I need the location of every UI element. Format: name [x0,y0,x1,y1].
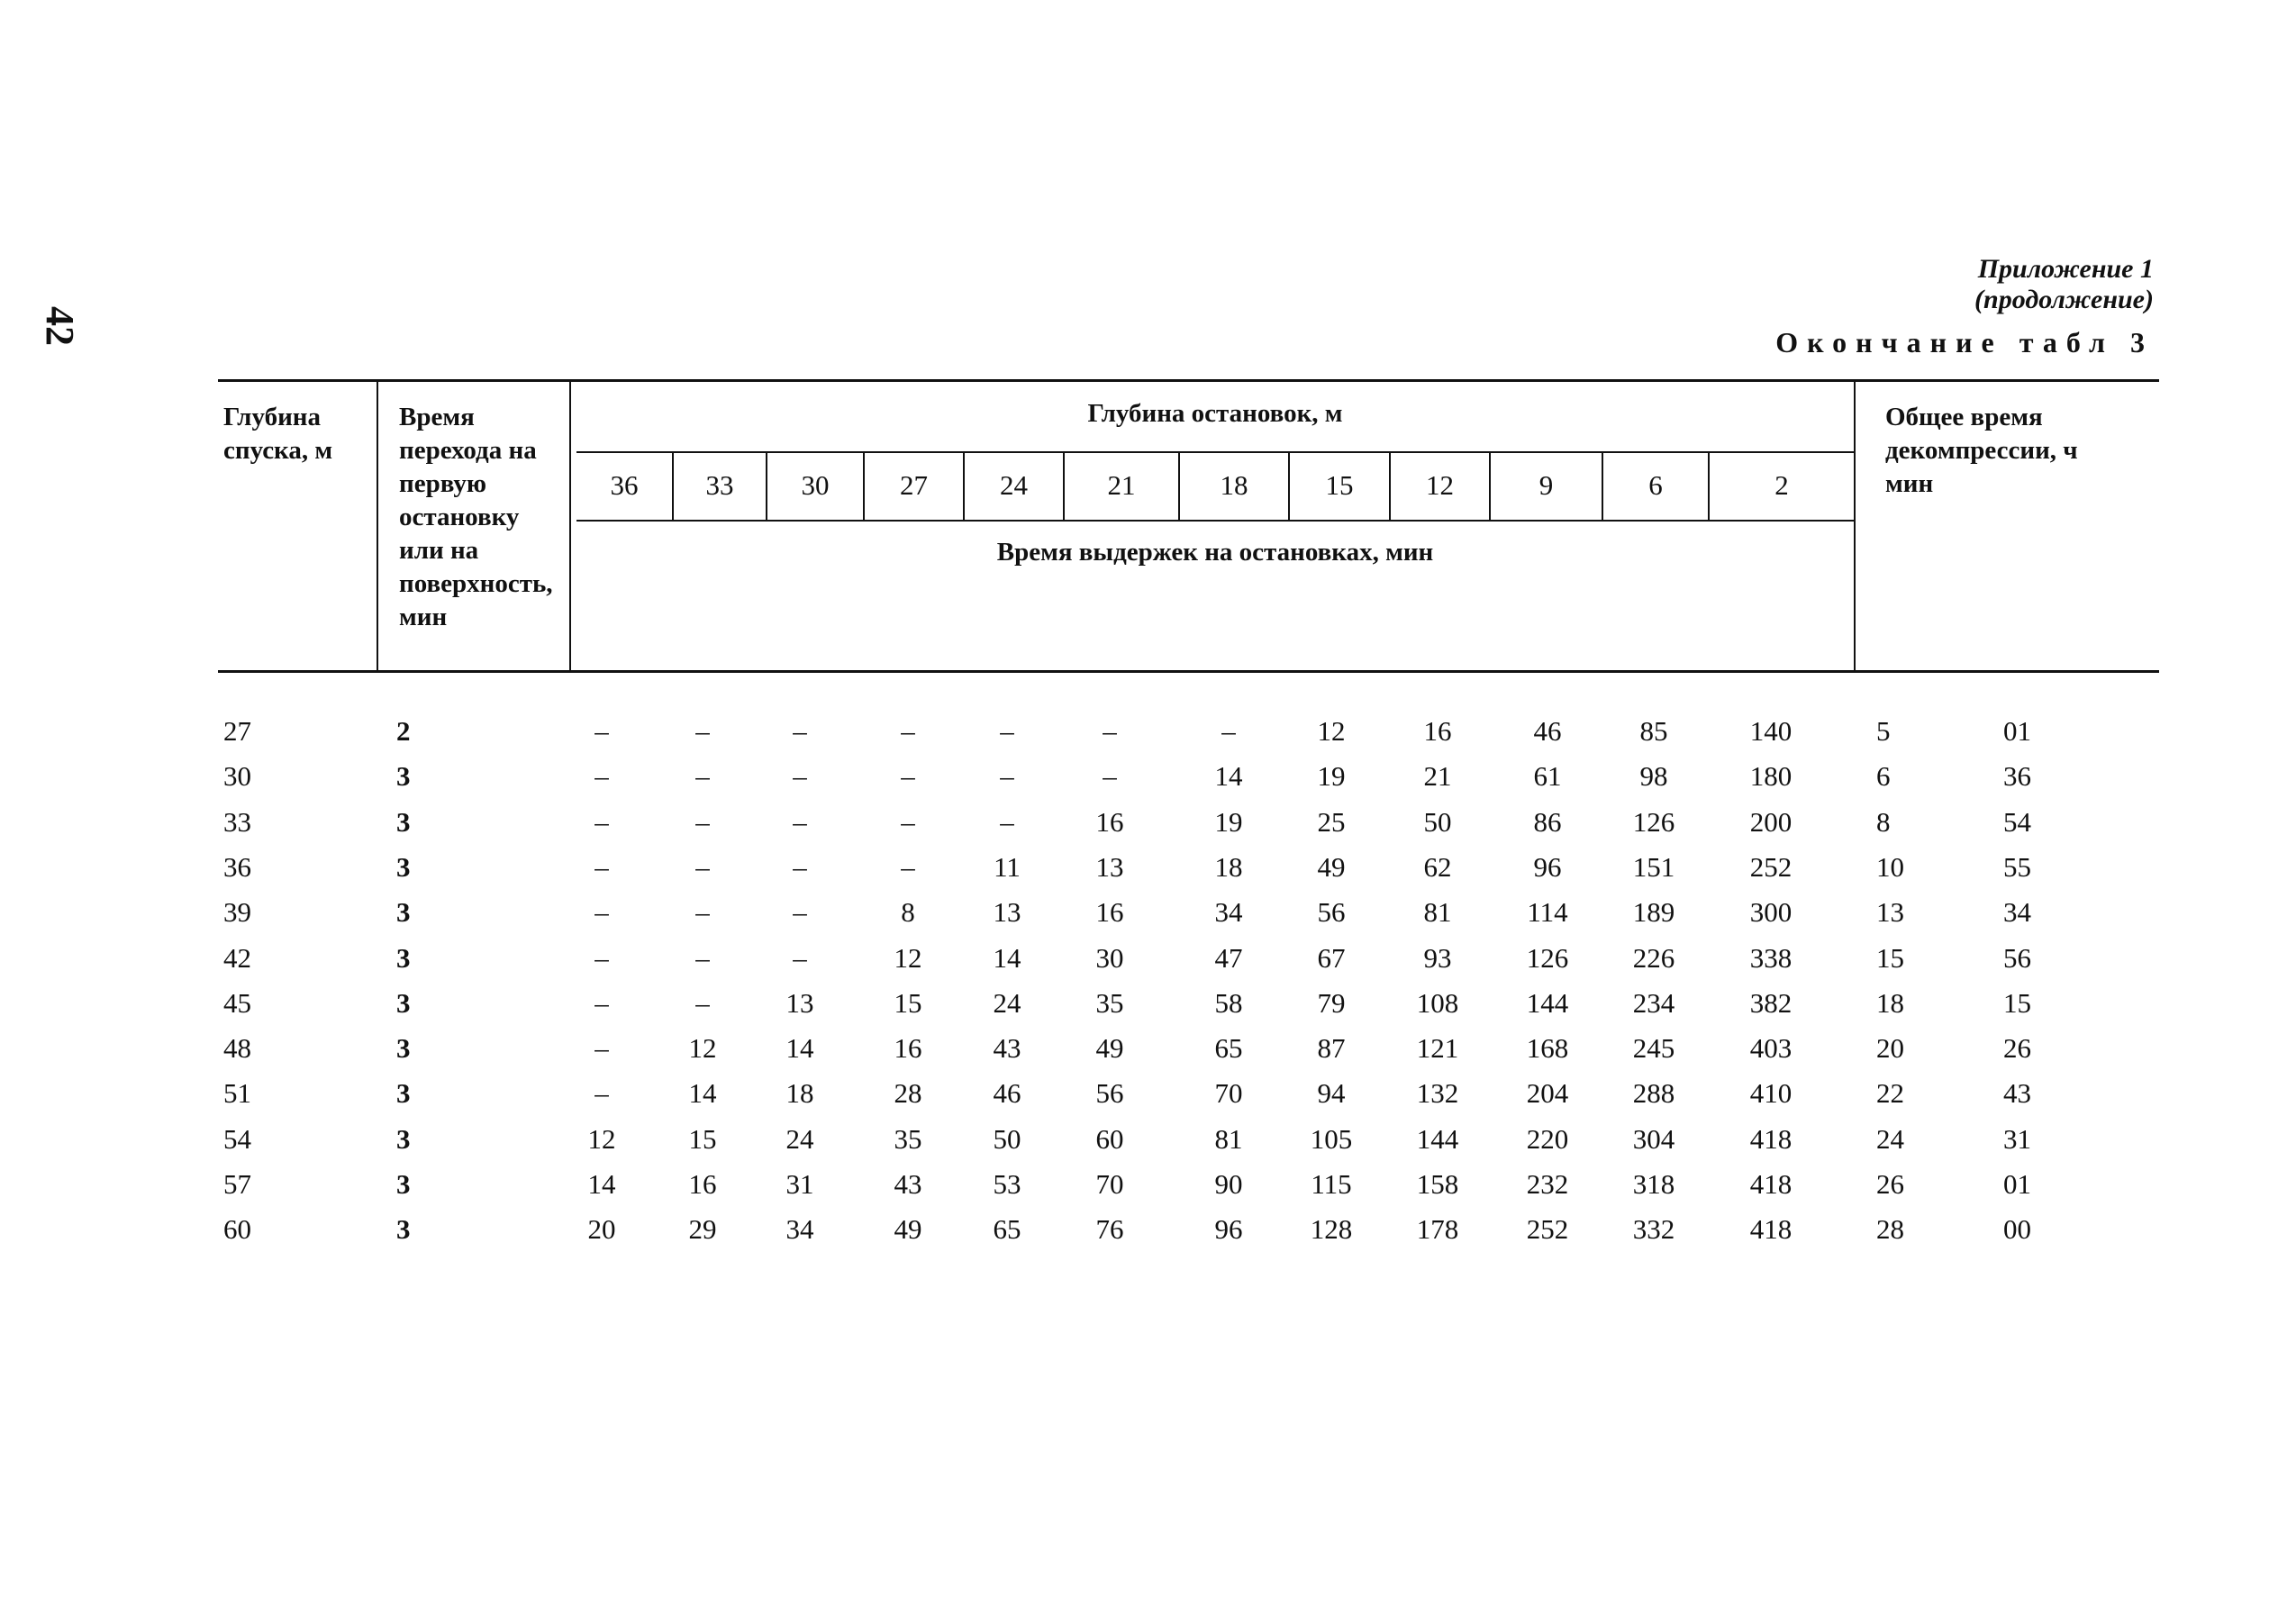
stop-hold-time: – [695,760,710,793]
transit-time: 2 [396,715,411,747]
stop-hold-time: – [594,805,609,838]
stop-hold-time: 29 [688,1213,717,1246]
stop-hold-time: 56 [1317,896,1346,929]
stop-hold-time: – [1103,715,1117,747]
stop-hold-time: – [695,986,710,1019]
stop-hold-time: 126 [1526,941,1569,974]
transit-time: 3 [396,805,411,838]
page-number: 42 [38,306,82,346]
header-stop-depths: Глубина остановок, м [1087,399,1343,428]
stop-hold-time: 65 [993,1213,1021,1246]
stop-hold-time: 43 [894,1168,922,1200]
stop-hold-time: 13 [785,986,814,1019]
transit-time: 3 [396,986,411,1019]
stop-hold-time: – [793,896,807,929]
stop-hold-time: 81 [1423,896,1452,929]
stop-hold-time: 67 [1317,941,1346,974]
stop-hold-time: 49 [894,1213,922,1246]
stop-hold-time: 90 [1214,1168,1243,1200]
stop-hold-time: 132 [1416,1077,1459,1110]
total-minutes: 26 [2003,1032,2031,1065]
stop-hold-time: 382 [1749,986,1793,1019]
col-divider-transit [569,379,571,672]
total-hours: 28 [1876,1213,1904,1246]
transit-time: 3 [396,760,411,793]
stop-hold-time: 418 [1749,1213,1793,1246]
stop-hold-time: 86 [1533,805,1562,838]
stop-hold-time: – [594,941,609,974]
stop-hold-time: 87 [1317,1032,1346,1065]
stop-depth-label: 33 [705,469,734,501]
stop-hold-time: 46 [993,1077,1021,1110]
stop-hold-time: 46 [1533,715,1562,747]
descent-depth: 45 [223,986,251,1019]
stop-hold-time: 70 [1095,1168,1124,1200]
total-hours: 26 [1876,1168,1904,1200]
stop-hold-time: – [1103,760,1117,793]
stop-hold-time: 18 [785,1077,814,1110]
descent-depth: 54 [223,1122,251,1155]
stop-hold-time: 16 [1095,805,1124,838]
appendix-note [1974,254,2154,315]
total-hours: 18 [1876,986,1904,1019]
stop-hold-time: 126 [1632,805,1675,838]
stop-hold-time: 204 [1526,1077,1569,1110]
total-minutes: 31 [2003,1122,2031,1155]
stop-hold-time: 12 [587,1122,616,1155]
stop-hold-time: – [695,805,710,838]
transit-time: 3 [396,1032,411,1065]
stop-hold-time: 252 [1749,850,1793,883]
stop-hold-time: – [695,941,710,974]
stop-hold-time: – [594,1032,609,1065]
appendix-title: Приложение 1 [1977,254,2154,284]
transit-time: 3 [396,1168,411,1200]
stop-hold-time: 288 [1632,1077,1675,1110]
stop-hold-time: 53 [993,1168,1021,1200]
stop-hold-time: – [594,986,609,1019]
stop-hold-time: – [793,941,807,974]
total-hours: 10 [1876,850,1904,883]
stop-hold-time: 50 [993,1122,1021,1155]
total-hours: 15 [1876,941,1904,974]
stop-hold-time: 62 [1423,850,1452,883]
stop-hold-time: 58 [1214,986,1243,1019]
stop-hold-time: 168 [1526,1032,1569,1065]
stop-depth-label: 36 [610,469,639,501]
transit-time: 3 [396,941,411,974]
stop-hold-time: 410 [1749,1077,1793,1110]
stop-hold-time: – [1000,760,1014,793]
stop-hold-time: – [1000,805,1014,838]
col-divider-depth [377,379,378,672]
stop-hold-time: 121 [1416,1032,1459,1065]
stop-hold-time: – [901,805,915,838]
stop-hold-time: 70 [1214,1077,1243,1110]
header-bottom-rule [218,670,2159,673]
descent-depth: 57 [223,1168,251,1200]
stop-hold-time: 220 [1526,1122,1569,1155]
header-transit: Время перехода на первую остановку или на поверхность, мин [399,403,553,631]
stop-hold-time: 61 [1533,760,1562,793]
stop-hold-time: – [793,760,807,793]
stop-hold-time: 24 [993,986,1021,1019]
stop-hold-time: 245 [1632,1032,1675,1065]
stop-hold-time: – [594,715,609,747]
stop-hold-time: 418 [1749,1168,1793,1200]
stop-hold-time: 43 [993,1032,1021,1065]
transit-time: 3 [396,850,411,883]
total-hours: 20 [1876,1032,1904,1065]
stop-hold-time: 19 [1214,805,1243,838]
stop-hold-time: 96 [1214,1213,1243,1246]
table-top-rule [218,379,2159,382]
stop-depth-bottom-rule [576,520,1854,522]
total-minutes: 00 [2003,1213,2031,1246]
stop-depth-label: 30 [801,469,830,501]
header-total-time: Общее время декомпрессии, ч мин [1885,403,2078,498]
stop-hold-time: 304 [1632,1122,1675,1155]
stop-hold-time: – [1221,715,1236,747]
total-minutes: 15 [2003,986,2031,1019]
stop-hold-time: – [695,896,710,929]
stop-hold-time: – [594,896,609,929]
stop-hold-time: 16 [1423,715,1452,747]
total-minutes: 01 [2003,1168,2031,1200]
stop-hold-time: 226 [1632,941,1675,974]
stop-hold-time: 35 [1095,986,1124,1019]
stop-hold-time: 128 [1310,1213,1353,1246]
col-divider-total [1854,379,1856,672]
stop-hold-time: 47 [1214,941,1243,974]
stop-hold-time: 79 [1317,986,1346,1019]
stop-hold-time: 332 [1632,1213,1675,1246]
stop-hold-time: 232 [1526,1168,1569,1200]
descent-depth: 48 [223,1032,251,1065]
stop-depth-label: 24 [1000,469,1028,501]
stop-hold-time: 49 [1317,850,1346,883]
total-minutes: 54 [2003,805,2031,838]
stop-hold-time: 14 [993,941,1021,974]
stop-depth-label: 21 [1107,469,1136,501]
stop-hold-time: 105 [1310,1122,1353,1155]
stop-hold-time: 13 [993,896,1021,929]
descent-depth: 36 [223,850,251,883]
stop-hold-time: 234 [1632,986,1675,1019]
descent-depth: 30 [223,760,251,793]
stop-hold-time: 252 [1526,1213,1569,1246]
stop-hold-time: 300 [1749,896,1793,929]
total-hours: 24 [1876,1122,1904,1155]
stop-hold-time: 12 [688,1032,717,1065]
stop-hold-time: 12 [1317,715,1346,747]
total-hours: 22 [1876,1077,1904,1110]
stop-hold-time: – [793,805,807,838]
stop-hold-time: 15 [894,986,922,1019]
stop-hold-time: 15 [688,1122,717,1155]
stop-hold-time: – [695,715,710,747]
stop-hold-time: 140 [1749,715,1793,747]
transit-time: 3 [396,1077,411,1110]
stop-hold-time: 20 [587,1213,616,1246]
stop-hold-time: – [594,1077,609,1110]
stop-hold-time: – [695,850,710,883]
total-minutes: 56 [2003,941,2031,974]
appendix-subtitle: (продолжение) [1974,285,2154,314]
stop-hold-time: 16 [688,1168,717,1200]
stop-hold-time: 65 [1214,1032,1243,1065]
stop-hold-time: 114 [1527,896,1568,929]
stop-hold-time: 115 [1311,1168,1352,1200]
stop-hold-time: 178 [1416,1213,1459,1246]
descent-depth: 39 [223,896,251,929]
stop-hold-time: 144 [1416,1122,1459,1155]
table-caption: Окончание табл 3 [1775,326,2154,358]
stop-hold-time: 81 [1214,1122,1243,1155]
total-hours: 8 [1876,805,1891,838]
stop-hold-time: 28 [894,1077,922,1110]
stop-hold-time: 200 [1749,805,1793,838]
stop-hold-time: 35 [894,1122,922,1155]
stop-hold-time: 16 [1095,896,1124,929]
stop-hold-time: 25 [1317,805,1346,838]
stop-hold-time: 14 [785,1032,814,1065]
descent-depth: 27 [223,715,251,747]
stop-hold-time: 19 [1317,760,1346,793]
stop-depth-label: 6 [1648,469,1663,501]
transit-time: 3 [396,1213,411,1246]
stop-hold-time: – [901,850,915,883]
header-depth: Глубина спуска, м [223,403,333,465]
transit-time: 3 [396,896,411,929]
total-minutes: 36 [2003,760,2031,793]
descent-depth: 60 [223,1213,251,1246]
stop-hold-time: 31 [785,1168,814,1200]
stop-hold-time: 11 [994,850,1021,883]
stop-hold-time: 14 [587,1168,616,1200]
stop-hold-time: 24 [785,1122,814,1155]
stop-hold-time: 50 [1423,805,1452,838]
stop-hold-time: 14 [688,1077,717,1110]
stop-hold-time: 18 [1214,850,1243,883]
descent-depth: 42 [223,941,251,974]
stop-hold-time: 180 [1749,760,1793,793]
stop-hold-time: – [793,850,807,883]
stop-hold-time: – [594,760,609,793]
stop-depth-label: 15 [1325,469,1354,501]
stop-hold-time: 16 [894,1032,922,1065]
total-minutes: 01 [2003,715,2031,747]
stop-hold-time: 98 [1639,760,1668,793]
stop-depth-label: 18 [1220,469,1248,501]
stop-hold-time: 14 [1214,760,1243,793]
total-minutes: 55 [2003,850,2031,883]
total-minutes: 43 [2003,1077,2031,1110]
total-hours: 6 [1876,760,1891,793]
stop-hold-time: 12 [894,941,922,974]
stop-hold-time: 76 [1095,1213,1124,1246]
stop-hold-time: 189 [1632,896,1675,929]
stop-hold-time: 144 [1526,986,1569,1019]
stop-hold-time: 338 [1749,941,1793,974]
stop-hold-time: 94 [1317,1077,1346,1110]
stop-hold-time: 8 [901,896,915,929]
stop-hold-time: 13 [1095,850,1124,883]
transit-time: 3 [396,1122,411,1155]
stop-hold-time: 56 [1095,1077,1124,1110]
stop-hold-time: – [901,715,915,747]
stop-hold-time: 93 [1423,941,1452,974]
stop-hold-time: 151 [1632,850,1675,883]
stop-hold-time: 96 [1533,850,1562,883]
stop-hold-time: 318 [1632,1168,1675,1200]
stop-depth-label: 27 [900,469,928,501]
stop-hold-time: 85 [1639,715,1668,747]
total-hours: 13 [1876,896,1904,929]
stop-hold-time: – [594,850,609,883]
stop-hold-time: 158 [1416,1168,1459,1200]
stop-depth-label: 9 [1538,469,1554,501]
stop-hold-time: – [901,760,915,793]
stop-hold-time: – [1000,715,1014,747]
stop-hold-time: 60 [1095,1122,1124,1155]
stop-hold-time: 403 [1749,1032,1793,1065]
header-hold-time: Время выдержек на остановках, мин [996,538,1434,567]
stop-hold-time: 34 [1214,896,1243,929]
total-hours: 5 [1876,715,1891,747]
stop-hold-time: 108 [1416,986,1459,1019]
stop-depth-label: 2 [1774,469,1789,501]
stop-hold-time: 21 [1423,760,1452,793]
stop-hold-time: – [793,715,807,747]
descent-depth: 33 [223,805,251,838]
stop-hold-time: 34 [785,1213,814,1246]
total-minutes: 34 [2003,896,2031,929]
stop-hold-time: 30 [1095,941,1124,974]
stop-hold-time: 418 [1749,1122,1793,1155]
descent-depth: 51 [223,1077,251,1110]
stop-depth-label: 12 [1426,469,1454,501]
stop-hold-time: 49 [1095,1032,1124,1065]
